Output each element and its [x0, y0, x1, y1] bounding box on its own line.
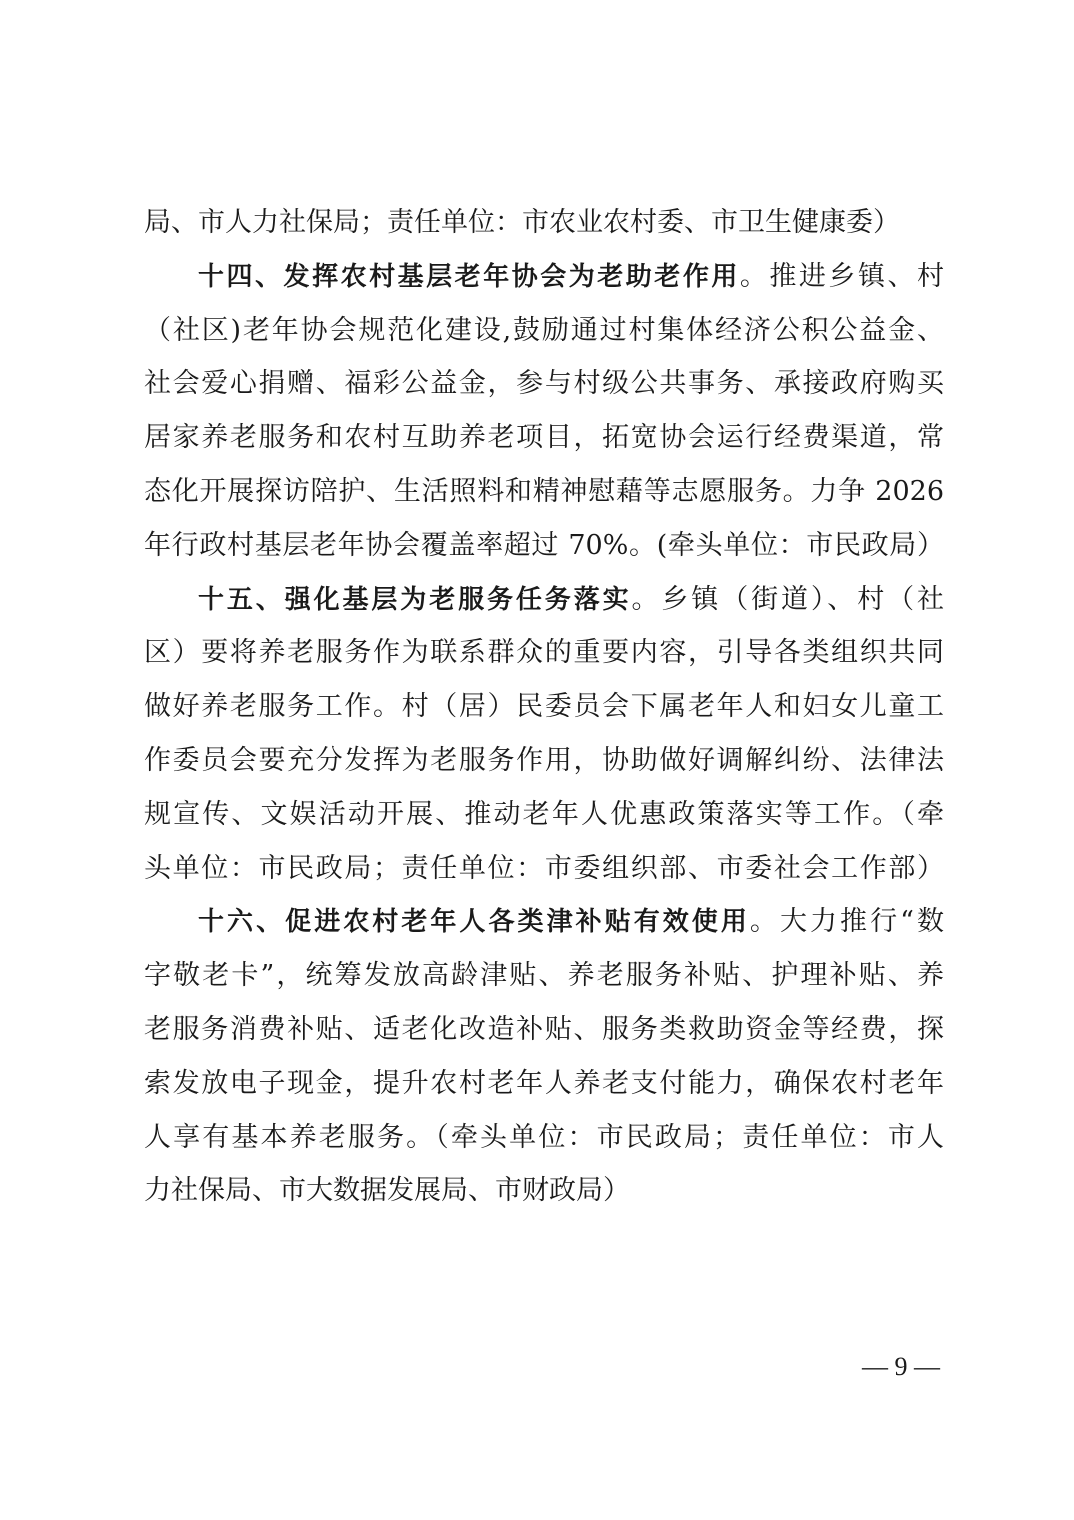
- text-line: [144, 949, 944, 1003]
- section-heading: 十五、强化基层为老服务任务落实: [198, 584, 632, 615]
- text-line: [144, 465, 944, 519]
- text-line: [144, 626, 944, 680]
- text-line: [144, 519, 944, 573]
- line-text: 力社保局、市大数据发展局、市财政局）: [144, 1175, 630, 1207]
- line-text: 年行政村基层老年协会覆盖率超过 70%。(牵头单位：市民政局）: [144, 529, 944, 561]
- line-text: 。乡镇（街道）、村（社: [631, 583, 944, 615]
- line-text: 规宣传、文娱活动开展、推动老年人优惠政策落实等工作。（牵: [144, 798, 944, 830]
- page-number: — 9 —: [862, 1352, 940, 1381]
- line-text: 。大力推行“数: [749, 906, 944, 938]
- line-text: 人享有基本养老服务。（牵头单位：市民政局；责任单位：市人: [144, 1121, 944, 1153]
- line-text: 居家养老服务和农村互助养老项目，拓宽协会运行经费渠道，常: [144, 422, 944, 454]
- line-text: （社区)老年协会规范化建设,鼓励通过村集体经济公积公益金、: [144, 314, 944, 346]
- text-line: [144, 842, 944, 896]
- text-line: [144, 1003, 944, 1057]
- line-text: 索发放电子现金，提升农村老年人养老支付能力，确保农村老年: [144, 1067, 944, 1099]
- section-heading-line: [144, 250, 944, 304]
- line-text: 头单位：市民政局；责任单位：市委组织部、市委社会工作部）: [144, 852, 944, 884]
- line-text: 做好养老服务工作。村（居）民委员会下属老年人和妇女儿童工: [144, 691, 944, 723]
- line-text: 。推进乡镇、村: [739, 260, 944, 292]
- section-heading-line: [144, 573, 944, 627]
- text-line: [144, 1111, 944, 1165]
- text-line: [144, 357, 944, 411]
- text-line: [144, 734, 944, 788]
- text-line: [144, 1164, 944, 1218]
- section-heading-line: [144, 895, 944, 949]
- line-text: 作委员会要充分发挥为老服务作用，协助做好调解纠纷、法律法: [144, 744, 944, 776]
- line-text: 字敬老卡”，统筹发放高龄津贴、养老服务补贴、护理补贴、养: [144, 960, 944, 992]
- body-text: [144, 196, 944, 1218]
- line-text: 态化开展探访陪护、生活照料和精神慰藉等志愿服务。力争 2026: [144, 475, 944, 507]
- text-line: [144, 1057, 944, 1111]
- section-heading: 十四、发挥农村基层老年协会为老助老作用: [198, 261, 740, 292]
- section-heading: 十六、促进农村老年人各类津补贴有效使用: [198, 907, 750, 938]
- line-text: 局、市人力社保局；责任单位：市农业农村委、市卫生健康委）: [144, 207, 900, 238]
- text-line: [144, 304, 944, 358]
- line-text: 社会爱心捐赠、福彩公益金，参与村级公共事务、承接政府购买: [144, 368, 944, 400]
- text-line: [144, 196, 944, 250]
- text-line: [144, 411, 944, 465]
- text-line: [144, 680, 944, 734]
- line-text: 区）要将养老服务作为联系群众的重要内容，引导各类组织共同: [144, 637, 944, 669]
- text-line: [144, 788, 944, 842]
- line-text: 老服务消费补贴、适老化改造补贴、服务类救助资金等经费，探: [144, 1013, 944, 1045]
